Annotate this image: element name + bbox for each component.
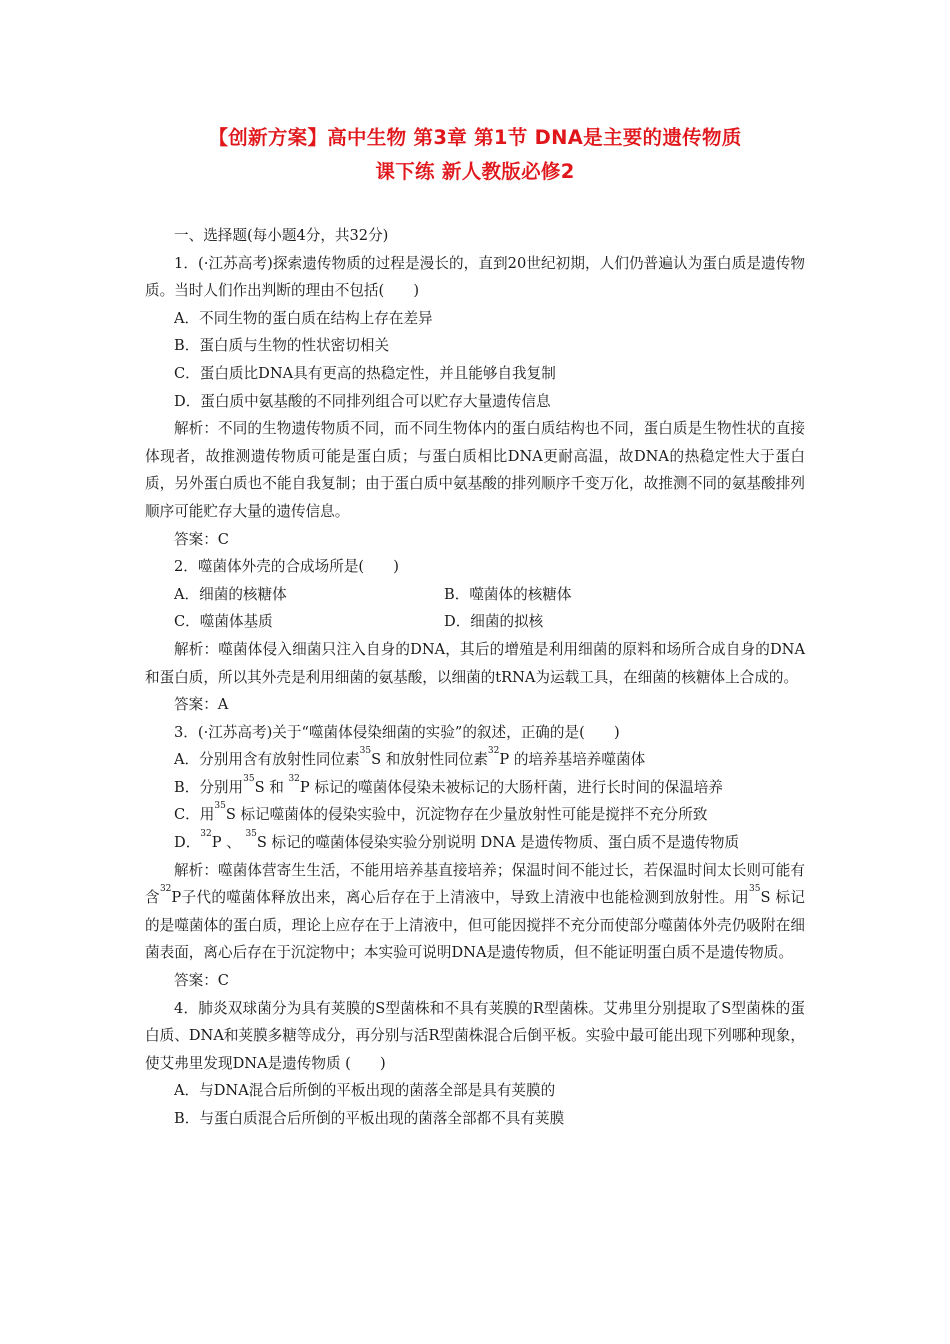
q3-option-b: B．分别用$^{35}$S 和 $^{32}$P 标记的噬菌体侵染未被标记的大肠杆菌，进行长时间的保温培养 <box>174 773 723 796</box>
q2-options-row2 <box>145 608 805 636</box>
q1-option-c: C．蛋白质比DNA具有更高的热稳定性，并且能够自我复制 <box>174 364 556 382</box>
document-body <box>145 222 805 1133</box>
q4-option-b: B．与蛋白质混合后所倒的平板出现的菌落全部都不具有荚膜 <box>174 1110 565 1127</box>
q1-analysis: 解析：不同的生物遗传物质不同，而不同生物体内的蛋白质结构也不同，蛋白质是生物性状的直接体现者，故推测遗传物质可能是蛋白质；与蛋白质相比DNA更耐高温，故DNA的热稳定性大于蛋白质，另外蛋白质也不能自我复制；由于蛋白质中氨基酸的排列顺序千变万化，故推测不同的氨基酸排列顺序可能贮存大量的遗传信息。 <box>145 420 805 520</box>
q3-option-d: D．$^{32}$P 、 $^{35}$S 标记的噬菌体侵染实验分别说明 DNA 是遗传物质、蛋白质不是遗传物质 <box>174 829 740 852</box>
q2-option-d: D．细菌的拟核 <box>444 613 544 631</box>
q3-option-a: A．分别用含有放射性同位素$^{35}$S 和放射性同位素$^{32}$P 的培养基培养噬菌体 <box>174 746 646 769</box>
section-heading: 一、选择题(每小题4分，共32分) <box>174 227 389 244</box>
q1-answer: 答案：C <box>174 530 229 548</box>
q1-option-d: D．蛋白质中氨基酸的不同排列组合可以贮存大量遗传信息 <box>174 392 551 410</box>
q3-answer: 答案：C <box>174 972 229 990</box>
q2-option-c: C．噬菌体基质 <box>174 613 273 631</box>
q2-analysis: 解析：噬菌体侵入细菌只注入自身的DNA，其后的增殖是利用细菌的原料和场所合成自身的DNA和蛋白质，所以其外壳是利用细菌的氨基酸，以细菌的tRNA为运载工具，在细菌的核糖体上合成的。 <box>145 640 805 686</box>
q2-option-b: B．噬菌体的核糖体 <box>444 585 572 603</box>
document-title-line2: 课下练 新人教版必修2 <box>375 160 575 183</box>
q1-option-a: A．不同生物的蛋白质在结构上存在差异 <box>174 309 433 327</box>
q2-option-a: A．细菌的核糖体 <box>174 585 287 603</box>
q4-stem: 4．肺炎双球菌分为具有荚膜的S型菌株和不具有荚膜的R型菌株。艾弗里分别提取了S型菌株的蛋白质、DNA和荚膜多糖等成分，再分别与活R型菌株混合后倒平板。实验中最可能出现下列哪种现象，使艾弗里发现DNA是遗传物质 ( ) <box>145 999 805 1072</box>
q4-option-a: A．与DNA混合后所倒的平板出现的菌落全部是具有荚膜的 <box>174 1082 556 1100</box>
q2-answer: 答案：A <box>174 696 229 714</box>
q2-options-row1 <box>145 581 805 609</box>
document-title-line1: 【创新方案】高中生物 第3章 第1节 DNA是主要的遗传物质 <box>208 126 742 149</box>
q2-stem: 2．噬菌体外壳的合成场所是( ) <box>174 558 399 576</box>
q1-option-b: B．蛋白质与生物的性状密切相关 <box>174 337 390 355</box>
q3-option-c: C．用$^{35}$S 标记噬菌体的侵染实验中，沉淀物存在少量放射性可能是搅拌不充分所致 <box>174 801 708 824</box>
q1-stem: 1．(·江苏高考)探索遗传物质的过程是漫长的，直到20世纪初期，人们仍普遍认为蛋白质是遗传物质。当时人们作出判断的理由不包括( ) <box>145 254 805 300</box>
q3-stem: 3．(·江苏高考)关于“噬菌体侵染细菌的实验”的叙述，正确的是( ) <box>174 723 620 741</box>
q3-analysis: 解析：噬菌体营寄生生活，不能用培养基直接培养；保温时间不能过长，若保温时间太长则可能有含$^{32}$P子代的噬菌体释放出来，离心后存在于上清液中，导致上清液中也能检测到放射性。用$^{35}$S 标记的是噬菌体的蛋白质，理论上应存在于上清液中，但可能因搅拌不充分而使部分噬菌体外壳仍吸附在细菌表面，离心后存在于沉淀物中；本实验可说明DNA是遗传物质，但不能证明蛋白质不是遗传物质。 <box>145 861 805 962</box>
